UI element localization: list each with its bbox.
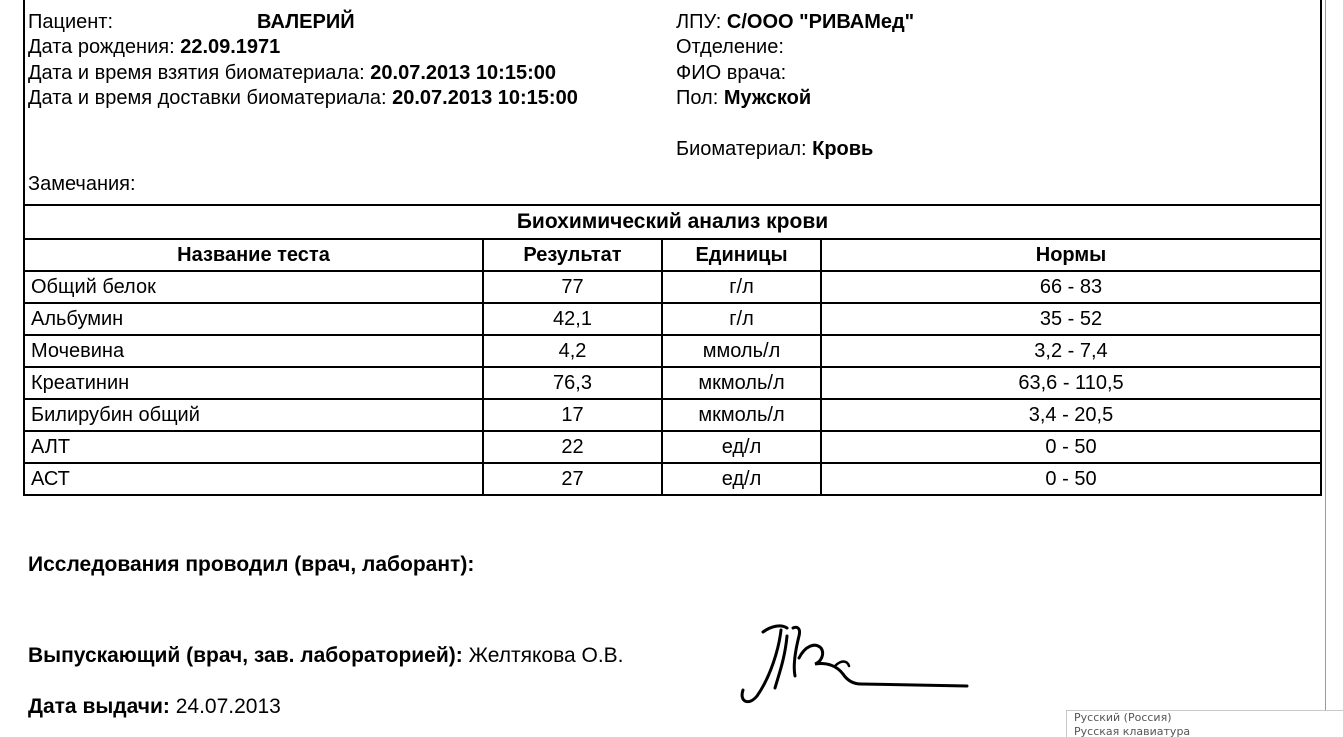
- birth-date-label: Дата рождения:: [28, 36, 175, 58]
- test-name-cell: Билирубин общий: [24, 399, 483, 431]
- norm-cell: 0 - 50: [821, 463, 1321, 495]
- performed-by-label: Исследования проводил (врач, лаборант):: [28, 553, 475, 576]
- table-title-row: [24, 205, 1321, 239]
- norm-cell: 35 - 52: [821, 303, 1321, 335]
- table-row: [24, 367, 1321, 399]
- unit-cell: ммоль/л: [662, 335, 821, 367]
- issuer-line: [28, 643, 624, 669]
- patient-line: [28, 10, 113, 34]
- birth-date-value: 22.09.1971: [180, 36, 281, 58]
- column-header-units: Единицы: [662, 239, 821, 271]
- issuer-label: Выпускающий (врач, зав. лабораторией):: [28, 644, 463, 667]
- unit-cell: мкмоль/л: [662, 399, 821, 431]
- issue-date-value: 24.07.2013: [175, 695, 281, 718]
- column-header-test-name: Название теста: [24, 239, 483, 271]
- language-indicator-popup: [1066, 710, 1343, 737]
- unit-cell: г/л: [662, 271, 821, 303]
- doctor-line: [676, 61, 786, 85]
- department-line: [676, 35, 784, 59]
- department-label: Отделение:: [676, 36, 784, 58]
- result-cell: 42,1: [483, 303, 662, 335]
- signature-image: [735, 618, 975, 708]
- patient-label: Пациент:: [28, 11, 114, 33]
- sex-line: [676, 86, 811, 110]
- norm-cell: 63,6 - 110,5: [821, 367, 1321, 399]
- unit-cell: г/л: [662, 303, 821, 335]
- biomaterial-line: [676, 137, 873, 161]
- table-row: [24, 335, 1321, 367]
- performed-by-line: [28, 552, 474, 578]
- result-cell: 17: [483, 399, 662, 431]
- lpu-value: С/ООО "РИВАМед": [726, 11, 915, 33]
- norm-cell: 3,4 - 20,5: [821, 399, 1321, 431]
- window-edge-divider: [1325, 0, 1326, 737]
- issuer-name: Желтякова О.В.: [468, 644, 624, 667]
- table-row: [24, 271, 1321, 303]
- table-row: [24, 463, 1321, 495]
- test-name-cell: АЛТ: [24, 431, 483, 463]
- doctor-label: ФИО врача:: [676, 62, 787, 84]
- sample-taken-line: [28, 61, 556, 85]
- table-row: [24, 303, 1321, 335]
- keyboard-layout-name: Русская клавиатура: [1074, 725, 1191, 737]
- sex-value: Мужской: [723, 87, 812, 109]
- lpu-label: ЛПУ:: [676, 11, 722, 33]
- norm-cell: 0 - 50: [821, 431, 1321, 463]
- test-name-cell: Общий белок: [24, 271, 483, 303]
- column-header-result: Результат: [483, 239, 662, 271]
- issue-date-line: [28, 694, 281, 720]
- table-row: [24, 399, 1321, 431]
- unit-cell: ед/л: [662, 431, 821, 463]
- unit-cell: ед/л: [662, 463, 821, 495]
- result-cell: 76,3: [483, 367, 662, 399]
- unit-cell: мкмоль/л: [662, 367, 821, 399]
- test-name-cell: Мочевина: [24, 335, 483, 367]
- sample-delivered-line: [28, 86, 578, 110]
- sample-taken-value: 20.07.2013 10:15:00: [370, 62, 556, 84]
- table-header-row: [24, 239, 1321, 271]
- result-cell: 77: [483, 271, 662, 303]
- table-row: [24, 431, 1321, 463]
- test-name-cell: Креатинин: [24, 367, 483, 399]
- issue-date-label: Дата выдачи:: [28, 695, 170, 718]
- biomaterial-value: Кровь: [812, 138, 874, 160]
- remarks-line: [28, 172, 136, 196]
- test-name-cell: Альбумин: [24, 303, 483, 335]
- language-name: Русский (Россия): [1074, 711, 1172, 724]
- norm-cell: 66 - 83: [821, 271, 1321, 303]
- table-title: Биохимический анализ крови: [24, 205, 1321, 239]
- lpu-line: [676, 10, 914, 34]
- sample-taken-label: Дата и время взятия биоматериала:: [28, 62, 365, 84]
- column-header-norms: Нормы: [821, 239, 1321, 271]
- sex-label: Пол:: [676, 87, 719, 109]
- result-cell: 22: [483, 431, 662, 463]
- result-cell: 4,2: [483, 335, 662, 367]
- norm-cell: 3,2 - 7,4: [821, 335, 1321, 367]
- biomaterial-label: Биоматериал:: [676, 138, 807, 160]
- results-table: [23, 204, 1322, 496]
- birth-date-line: [28, 35, 280, 59]
- sample-delivered-label: Дата и время доставки биоматериала:: [28, 87, 387, 109]
- test-name-cell: АСТ: [24, 463, 483, 495]
- result-cell: 27: [483, 463, 662, 495]
- patient-name: ВАЛЕРИЙ: [257, 11, 355, 33]
- sample-delivered-value: 20.07.2013 10:15:00: [392, 87, 578, 109]
- remarks-label: Замечания:: [28, 173, 136, 195]
